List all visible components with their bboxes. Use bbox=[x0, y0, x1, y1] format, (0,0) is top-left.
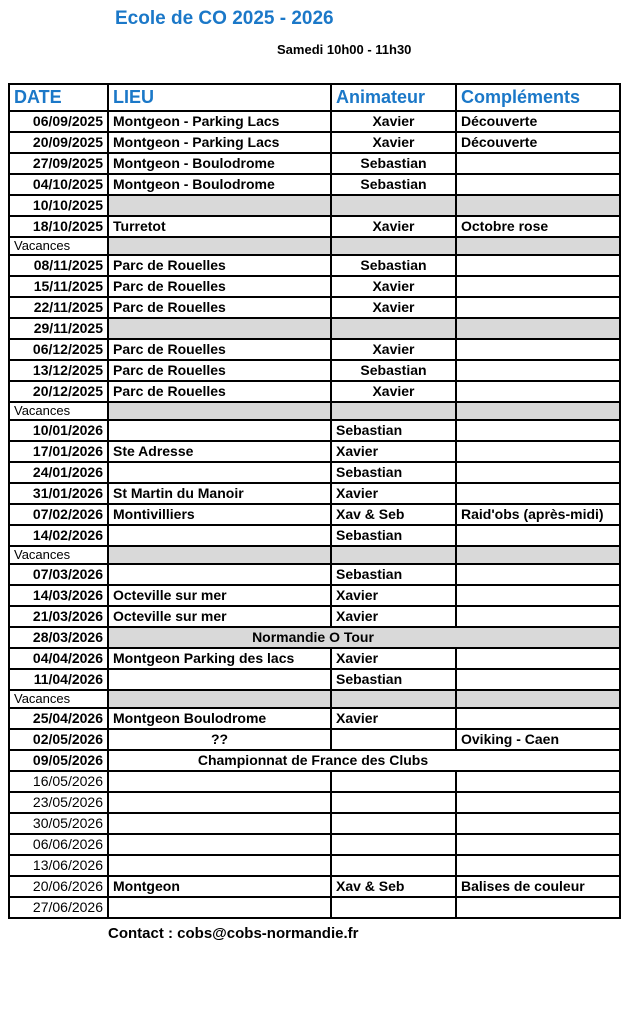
animateur-cell bbox=[331, 792, 456, 813]
event-label-cell: Championnat de France des Clubs bbox=[108, 750, 620, 771]
date-cell: 09/05/2026 bbox=[9, 750, 108, 771]
animateur-cell: Sebastian bbox=[331, 564, 456, 585]
schedule-rows bbox=[9, 111, 620, 918]
animateur-cell: Xav & Seb bbox=[331, 876, 456, 897]
date-cell: 08/11/2025 bbox=[9, 255, 108, 276]
date-cell: 31/01/2026 bbox=[9, 483, 108, 504]
vacances-label-cell: Vacances bbox=[9, 237, 108, 255]
date-cell: 29/11/2025 bbox=[9, 318, 108, 339]
animateur-cell: Xavier bbox=[331, 276, 456, 297]
schedule-row bbox=[9, 669, 620, 690]
schedule-row bbox=[9, 420, 620, 441]
schedule-row bbox=[9, 834, 620, 855]
schedule-row bbox=[9, 897, 620, 918]
complements-cell bbox=[456, 297, 620, 318]
lieu-cell bbox=[108, 792, 331, 813]
lieu-cell: Octeville sur mer bbox=[108, 585, 331, 606]
schedule-row bbox=[9, 111, 620, 132]
animateur-cell bbox=[331, 402, 456, 420]
date-cell: 02/05/2026 bbox=[9, 729, 108, 750]
lieu-cell bbox=[108, 813, 331, 834]
date-cell: 15/11/2025 bbox=[9, 276, 108, 297]
animateur-cell: Xavier bbox=[331, 585, 456, 606]
complements-cell bbox=[456, 420, 620, 441]
complements-cell bbox=[456, 402, 620, 420]
schedule-row bbox=[9, 708, 620, 729]
animateur-cell: Xavier bbox=[331, 441, 456, 462]
date-cell: 25/04/2026 bbox=[9, 708, 108, 729]
date-cell: 07/02/2026 bbox=[9, 504, 108, 525]
complements-cell bbox=[456, 648, 620, 669]
lieu-cell: Parc de Rouelles bbox=[108, 297, 331, 318]
schedule-row bbox=[9, 750, 620, 771]
schedule-row bbox=[9, 174, 620, 195]
lieu-cell bbox=[108, 402, 331, 420]
lieu-cell bbox=[108, 546, 331, 564]
schedule-row bbox=[9, 339, 620, 360]
lieu-cell: ?? bbox=[108, 729, 331, 750]
lieu-cell bbox=[108, 195, 331, 216]
schedule-row bbox=[9, 525, 620, 546]
schedule-row bbox=[9, 216, 620, 237]
date-cell: 04/10/2025 bbox=[9, 174, 108, 195]
lieu-cell: Parc de Rouelles bbox=[108, 381, 331, 402]
complements-cell bbox=[456, 255, 620, 276]
lieu-cell bbox=[108, 420, 331, 441]
schedule-row bbox=[9, 855, 620, 876]
complements-cell bbox=[456, 174, 620, 195]
animateur-cell: Sebastian bbox=[331, 525, 456, 546]
complements-cell: Octobre rose bbox=[456, 216, 620, 237]
date-cell: 07/03/2026 bbox=[9, 564, 108, 585]
complements-cell bbox=[456, 855, 620, 876]
date-cell: 23/05/2026 bbox=[9, 792, 108, 813]
schedule-row bbox=[9, 360, 620, 381]
animateur-cell bbox=[331, 195, 456, 216]
vacances-row bbox=[9, 237, 620, 255]
date-cell: 27/09/2025 bbox=[9, 153, 108, 174]
date-cell: 13/12/2025 bbox=[9, 360, 108, 381]
lieu-cell bbox=[108, 771, 331, 792]
complements-cell bbox=[456, 483, 620, 504]
lieu-cell: Ste Adresse bbox=[108, 441, 331, 462]
schedule-table bbox=[8, 83, 621, 919]
lieu-cell bbox=[108, 462, 331, 483]
schedule-time-subtitle: Samedi 10h00 - 11h30 bbox=[277, 42, 412, 57]
animateur-cell: Sebastian bbox=[331, 669, 456, 690]
schedule-row bbox=[9, 504, 620, 525]
date-cell: 10/01/2026 bbox=[9, 420, 108, 441]
animateur-cell: Xavier bbox=[331, 297, 456, 318]
schedule-row bbox=[9, 318, 620, 339]
complements-cell bbox=[456, 339, 620, 360]
column-header-animateur: Animateur bbox=[331, 84, 456, 111]
complements-cell: Découverte bbox=[456, 111, 620, 132]
vacances-row bbox=[9, 690, 620, 708]
date-cell: 04/04/2026 bbox=[9, 648, 108, 669]
complements-cell bbox=[456, 237, 620, 255]
complements-cell bbox=[456, 771, 620, 792]
date-cell: 20/06/2026 bbox=[9, 876, 108, 897]
date-cell: 18/10/2025 bbox=[9, 216, 108, 237]
complements-cell bbox=[456, 546, 620, 564]
animateur-cell: Xavier bbox=[331, 111, 456, 132]
schedule-row bbox=[9, 771, 620, 792]
animateur-cell bbox=[331, 729, 456, 750]
header-row bbox=[9, 84, 620, 111]
lieu-cell: Montgeon Boulodrome bbox=[108, 708, 331, 729]
lieu-cell: Parc de Rouelles bbox=[108, 255, 331, 276]
schedule-row bbox=[9, 276, 620, 297]
date-cell: 06/06/2026 bbox=[9, 834, 108, 855]
vacances-label-cell: Vacances bbox=[9, 402, 108, 420]
lieu-cell bbox=[108, 237, 331, 255]
date-cell: 28/03/2026 bbox=[9, 627, 108, 648]
schedule-row bbox=[9, 441, 620, 462]
schedule-row bbox=[9, 627, 620, 648]
date-cell: 14/02/2026 bbox=[9, 525, 108, 546]
animateur-cell: Xavier bbox=[331, 339, 456, 360]
animateur-cell: Sebastian bbox=[331, 174, 456, 195]
complements-cell bbox=[456, 318, 620, 339]
animateur-cell bbox=[331, 771, 456, 792]
schedule-table-header bbox=[9, 84, 620, 111]
date-cell: 06/12/2025 bbox=[9, 339, 108, 360]
animateur-cell: Xavier bbox=[331, 606, 456, 627]
lieu-cell bbox=[108, 834, 331, 855]
animateur-cell: Xav & Seb bbox=[331, 504, 456, 525]
lieu-cell bbox=[108, 564, 331, 585]
complements-cell bbox=[456, 792, 620, 813]
schedule-row bbox=[9, 483, 620, 504]
lieu-cell bbox=[108, 855, 331, 876]
complements-cell bbox=[456, 564, 620, 585]
contact-line: Contact : cobs@cobs-normandie.fr bbox=[108, 925, 359, 942]
schedule-row bbox=[9, 564, 620, 585]
animateur-cell bbox=[331, 855, 456, 876]
complements-cell bbox=[456, 360, 620, 381]
animateur-cell: Sebastian bbox=[331, 420, 456, 441]
lieu-cell: St Martin du Manoir bbox=[108, 483, 331, 504]
schedule-row bbox=[9, 381, 620, 402]
animateur-cell: Xavier bbox=[331, 381, 456, 402]
lieu-cell: Montgeon bbox=[108, 876, 331, 897]
complements-cell bbox=[456, 276, 620, 297]
lieu-cell: Parc de Rouelles bbox=[108, 360, 331, 381]
schedule-row bbox=[9, 792, 620, 813]
complements-cell bbox=[456, 195, 620, 216]
animateur-cell: Sebastian bbox=[331, 462, 456, 483]
complements-cell bbox=[456, 441, 620, 462]
column-header-lieu: LIEU bbox=[108, 84, 331, 111]
complements-cell: Oviking - Caen bbox=[456, 729, 620, 750]
complements-cell bbox=[456, 669, 620, 690]
lieu-cell: Montgeon - Boulodrome bbox=[108, 174, 331, 195]
lieu-cell bbox=[108, 318, 331, 339]
animateur-cell bbox=[331, 834, 456, 855]
animateur-cell bbox=[331, 546, 456, 564]
complements-cell bbox=[456, 690, 620, 708]
schedule-row bbox=[9, 729, 620, 750]
page-title: Ecole de CO 2025 - 2026 bbox=[115, 8, 334, 29]
date-cell: 20/12/2025 bbox=[9, 381, 108, 402]
lieu-cell: Parc de Rouelles bbox=[108, 339, 331, 360]
lieu-cell bbox=[108, 690, 331, 708]
date-cell: 10/10/2025 bbox=[9, 195, 108, 216]
date-cell: 27/06/2026 bbox=[9, 897, 108, 918]
date-cell: 17/01/2026 bbox=[9, 441, 108, 462]
animateur-cell: Sebastian bbox=[331, 153, 456, 174]
animateur-cell: Xavier bbox=[331, 132, 456, 153]
lieu-cell: Montgeon - Boulodrome bbox=[108, 153, 331, 174]
lieu-cell bbox=[108, 897, 331, 918]
complements-cell bbox=[456, 606, 620, 627]
complements-cell bbox=[456, 897, 620, 918]
lieu-cell: Montgeon Parking des lacs bbox=[108, 648, 331, 669]
event-label-cell: Normandie O Tour bbox=[108, 627, 620, 648]
complements-cell bbox=[456, 834, 620, 855]
schedule-row bbox=[9, 648, 620, 669]
vacances-row bbox=[9, 402, 620, 420]
animateur-cell bbox=[331, 237, 456, 255]
animateur-cell: Xavier bbox=[331, 483, 456, 504]
lieu-cell bbox=[108, 669, 331, 690]
date-cell: 30/05/2026 bbox=[9, 813, 108, 834]
date-cell: 22/11/2025 bbox=[9, 297, 108, 318]
schedule-row bbox=[9, 585, 620, 606]
schedule-row bbox=[9, 195, 620, 216]
schedule-row bbox=[9, 876, 620, 897]
complements-cell: Raid'obs (après-midi) bbox=[456, 504, 620, 525]
schedule-row bbox=[9, 255, 620, 276]
animateur-cell bbox=[331, 318, 456, 339]
date-cell: 21/03/2026 bbox=[9, 606, 108, 627]
vacances-label-cell: Vacances bbox=[9, 690, 108, 708]
lieu-cell: Octeville sur mer bbox=[108, 606, 331, 627]
complements-cell bbox=[456, 153, 620, 174]
lieu-cell: Montivilliers bbox=[108, 504, 331, 525]
complements-cell bbox=[456, 462, 620, 483]
animateur-cell bbox=[331, 897, 456, 918]
animateur-cell: Xavier bbox=[331, 708, 456, 729]
column-header-date: DATE bbox=[9, 84, 108, 111]
complements-cell bbox=[456, 525, 620, 546]
animateur-cell bbox=[331, 813, 456, 834]
schedule-row bbox=[9, 462, 620, 483]
complements-cell bbox=[456, 813, 620, 834]
complements-cell bbox=[456, 708, 620, 729]
date-cell: 24/01/2026 bbox=[9, 462, 108, 483]
schedule-row bbox=[9, 813, 620, 834]
schedule-row bbox=[9, 132, 620, 153]
lieu-cell: Turretot bbox=[108, 216, 331, 237]
schedule-row bbox=[9, 297, 620, 318]
schedule-row bbox=[9, 606, 620, 627]
date-cell: 16/05/2026 bbox=[9, 771, 108, 792]
lieu-cell: Parc de Rouelles bbox=[108, 276, 331, 297]
complements-cell: Découverte bbox=[456, 132, 620, 153]
complements-cell bbox=[456, 381, 620, 402]
animateur-cell bbox=[331, 690, 456, 708]
date-cell: 06/09/2025 bbox=[9, 111, 108, 132]
lieu-cell bbox=[108, 525, 331, 546]
animateur-cell: Sebastian bbox=[331, 360, 456, 381]
animateur-cell: Xavier bbox=[331, 216, 456, 237]
column-header-complements: Compléments bbox=[456, 84, 620, 111]
vacances-label-cell: Vacances bbox=[9, 546, 108, 564]
lieu-cell: Montgeon - Parking Lacs bbox=[108, 111, 331, 132]
date-cell: 11/04/2026 bbox=[9, 669, 108, 690]
lieu-cell: Montgeon - Parking Lacs bbox=[108, 132, 331, 153]
complements-cell: Balises de couleur bbox=[456, 876, 620, 897]
date-cell: 13/06/2026 bbox=[9, 855, 108, 876]
animateur-cell: Sebastian bbox=[331, 255, 456, 276]
date-cell: 14/03/2026 bbox=[9, 585, 108, 606]
vacances-row bbox=[9, 546, 620, 564]
animateur-cell: Xavier bbox=[331, 648, 456, 669]
schedule-row bbox=[9, 153, 620, 174]
date-cell: 20/09/2025 bbox=[9, 132, 108, 153]
complements-cell bbox=[456, 585, 620, 606]
